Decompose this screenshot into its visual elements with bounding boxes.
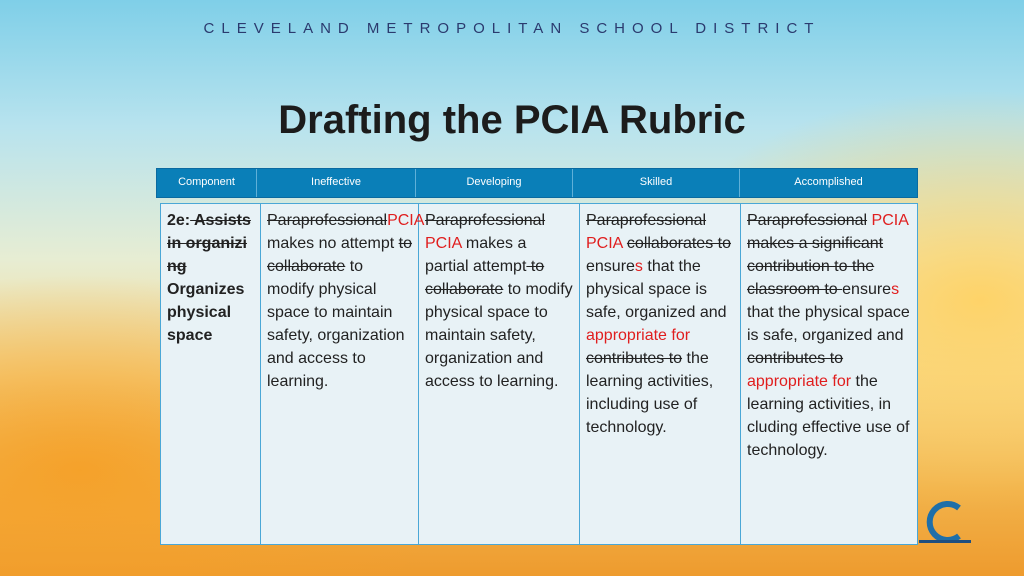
- cell-text: to modify physical space to maintain safety, organization and access to learning.: [267, 258, 405, 390]
- ineffective-cell: [261, 204, 424, 544]
- cell-text: the learning activities, including use of technology.: [586, 350, 714, 436]
- cell-text: to modify physical space to maintain safety, organization and access to learning.: [425, 281, 573, 390]
- cell-text: ensure: [586, 258, 635, 275]
- inserted-text: appropriate for: [747, 373, 852, 390]
- struck-text: Paraprofessional: [267, 212, 388, 229]
- struck-text: contributes to: [747, 350, 844, 367]
- component-code: 2e:: [167, 212, 191, 229]
- cmsd-logo-icon: [915, 498, 975, 546]
- struck-text: Paraprofessional: [586, 212, 707, 229]
- cell-text: that the physical space is safe, organized and: [747, 304, 910, 344]
- cell-text: makes a partial attempt: [425, 235, 527, 275]
- header-developing: Developing: [416, 169, 573, 197]
- cell-text: ensure: [842, 281, 892, 298]
- struck-text: collaborate: [267, 258, 346, 275]
- cell-text: that the physical space is safe, organized and: [586, 258, 727, 321]
- skilled-cell: [580, 204, 741, 544]
- component-struck-text: Assists in organizi ng: [167, 212, 251, 275]
- inserted-text: PCIA: [425, 235, 462, 252]
- header-accomplished: Accomplished: [794, 176, 863, 188]
- struck-text: to: [526, 258, 545, 275]
- struck-text: contributes to: [586, 350, 683, 367]
- struck-text: Paraprofessional: [425, 212, 546, 229]
- cell-text: makes no attempt: [267, 235, 399, 252]
- rubric-table: [160, 203, 918, 545]
- header-skilled: Skilled: [573, 169, 740, 197]
- inserted-text: PCIA: [586, 235, 623, 252]
- inserted-text: PCIA: [871, 212, 908, 229]
- header-component: Component: [157, 169, 257, 197]
- inserted-text: appropriate for: [586, 327, 691, 344]
- developing-cell: [419, 204, 580, 544]
- struck-text: to: [398, 235, 412, 252]
- struck-text: Paraprofessional: [747, 212, 868, 229]
- rubric-header-row: [156, 168, 918, 198]
- struck-text: collaborate: [425, 281, 504, 298]
- component-cell: [161, 204, 261, 544]
- header-ineffective: Ineffective: [257, 169, 416, 197]
- component-new-text: Organizes physical space: [167, 281, 245, 344]
- inserted-text: PCIA: [387, 212, 424, 229]
- struck-text: makes a significant contribution to the classroom to: [747, 235, 884, 298]
- slide-title: Drafting the PCIA Rubric: [278, 98, 746, 142]
- inserted-text: s: [634, 258, 643, 275]
- accomplished-cell: [741, 204, 917, 544]
- struck-text: collaborates to: [626, 235, 731, 252]
- district-name: CLEVELAND METROPOLITAN SCHOOL DISTRICT: [203, 20, 821, 37]
- cell-text: the learning activities, in cluding effective use of technology.: [747, 373, 910, 459]
- inserted-text: s: [891, 281, 900, 298]
